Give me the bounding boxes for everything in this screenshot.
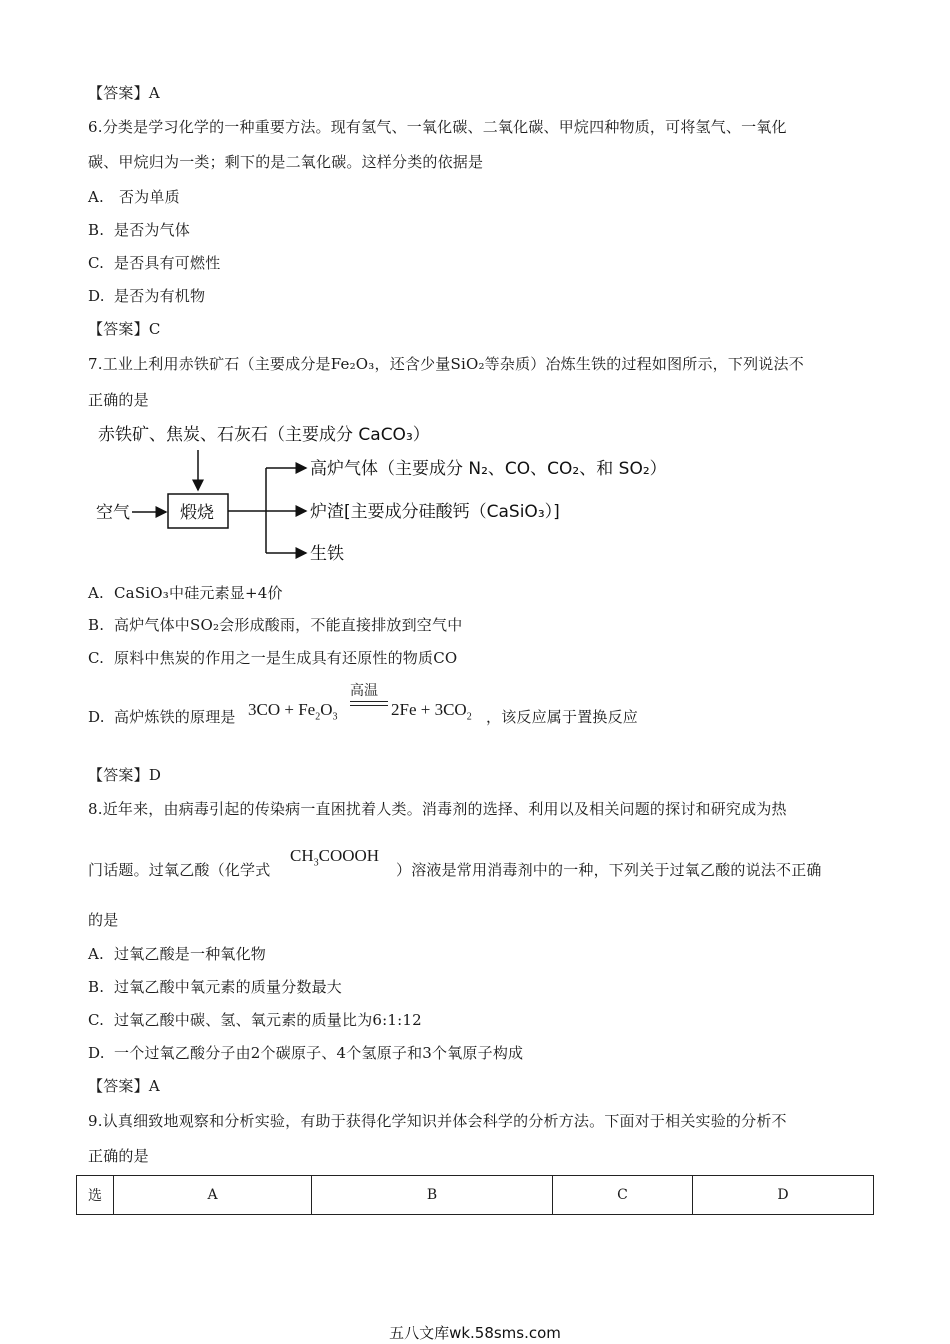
q6-option-c: C. 是否具有可燃性 bbox=[88, 254, 221, 272]
question-7-stem-line1: 7.工业上利用赤铁矿石（主要成分是Fe₂O₃，还含少量SiO₂等杂质）冶炼生铁的过程如图所示，下列说法不 bbox=[88, 355, 804, 373]
answer-value: D bbox=[148, 766, 162, 784]
equation-line-top bbox=[350, 701, 388, 702]
table-cell: 选 bbox=[77, 1176, 114, 1215]
diagram-input-top: 赤铁矿、焦炭、石灰石（主要成分 CaCO₃） bbox=[98, 425, 430, 445]
table-header-row bbox=[77, 1176, 874, 1215]
answer-line-q5 bbox=[88, 82, 160, 103]
diagram-process: 煅烧 bbox=[180, 503, 214, 523]
q8-option-a: A. 过氧乙酸是一种氧化物 bbox=[88, 945, 267, 963]
answer-label: 【答案】 bbox=[88, 84, 149, 102]
q7-option-d: D. 高炉炼铁的原理是 bbox=[88, 708, 236, 726]
q7-option-c: C. 原料中焦炭的作用之一是生成具有还原性的物质CO bbox=[88, 649, 458, 667]
answer-line-q6: 【答案】C bbox=[88, 320, 161, 338]
diagram-output3: 生铁 bbox=[310, 544, 344, 564]
experiment-options-table bbox=[76, 1175, 874, 1215]
q6-option-b: B. 是否为气体 bbox=[88, 221, 191, 239]
question-7-stem-line2: 正确的是 bbox=[88, 391, 149, 409]
q6-option-a: A. 否为单质 bbox=[88, 188, 180, 206]
reaction-condition: 高温 bbox=[350, 683, 378, 699]
q8-option-d: D. 一个过氧乙酸分子由2个碳原子、4个氢原子和3个氧原子构成 bbox=[88, 1044, 524, 1062]
question-8-stem-line2a: 门话题。过氧乙酸（化学式 bbox=[88, 861, 271, 879]
table-cell: C bbox=[553, 1176, 693, 1215]
diagram-output1: 高炉气体（主要成分 N₂、CO、CO₂、和 SO₂） bbox=[310, 459, 667, 479]
q8-option-b: B. 过氧乙酸中氧元素的质量分数最大 bbox=[88, 978, 343, 996]
question-6-stem-line2: 碳、甲烷归为一类；剩下的是二氧化碳。这样分类的依据是 bbox=[88, 153, 484, 171]
table-cell: A bbox=[114, 1176, 312, 1215]
answer-value: A bbox=[148, 84, 160, 102]
answer-value: A bbox=[148, 1077, 160, 1095]
q7-option-a: A. CaSiO₃中硅元素显+4价 bbox=[88, 584, 283, 602]
question-9-stem-line2: 正确的是 bbox=[88, 1147, 149, 1165]
question-8-stem-line2b: ）溶液是常用消毒剂中的一种，下列关于过氧乙酸的说法不正确 bbox=[396, 861, 822, 879]
equation-line-bottom bbox=[350, 705, 388, 706]
q6-option-d: D. 是否为有机物 bbox=[88, 287, 206, 305]
answer-value: C bbox=[148, 320, 161, 338]
q8-option-c: C. 过氧乙酸中碳、氢、氧元素的质量比为6:1:12 bbox=[88, 1011, 422, 1029]
answer-line-q8: 【答案】A bbox=[88, 1077, 160, 1095]
diagram-input-left: 空气 bbox=[96, 503, 130, 523]
iron-smelting-flow-diagram bbox=[88, 418, 688, 578]
peracetic-acid-formula: $CH_3COOOH$ bbox=[290, 846, 380, 869]
question-6-stem-line1: 6.分类是学习化学的一种重要方法。现有氢气、一氧化碳、二氧化碳、甲烷四种物质，可将氢气、一氧化 bbox=[88, 118, 787, 136]
reaction-equation: $3CO + Fe_2O_3$ bbox=[248, 700, 338, 723]
question-8-stem-line1: 8.近年来，由病毒引起的传染病一直困扰着人类。消毒剂的选择、利用以及相关问题的探讨和研究成为热 bbox=[88, 800, 787, 818]
q7-option-b: B. 高炉气体中SO₂会形成酸雨，不能直接排放到空气中 bbox=[88, 616, 463, 634]
answer-line-q7: 【答案】D bbox=[88, 766, 162, 784]
question-8-stem-line3: 的是 bbox=[88, 911, 119, 929]
diagram-output2: 炉渣[主要成分硅酸钙（CaSiO₃）] bbox=[310, 502, 560, 522]
q7-option-d-suffix: ，该反应属于置换反应 bbox=[486, 708, 639, 726]
reaction-products: $2Fe + 3CO_2$ bbox=[391, 700, 472, 723]
footer-watermark: 五八文库wk.58sms.com bbox=[389, 1324, 561, 1342]
table-cell: B bbox=[312, 1176, 553, 1215]
table-cell: D bbox=[693, 1176, 874, 1215]
question-9-stem-line1: 9.认真细致地观察和分析实验，有助于获得化学知识并体会科学的分析方法。下面对于相关实验的分析不 bbox=[88, 1112, 787, 1130]
